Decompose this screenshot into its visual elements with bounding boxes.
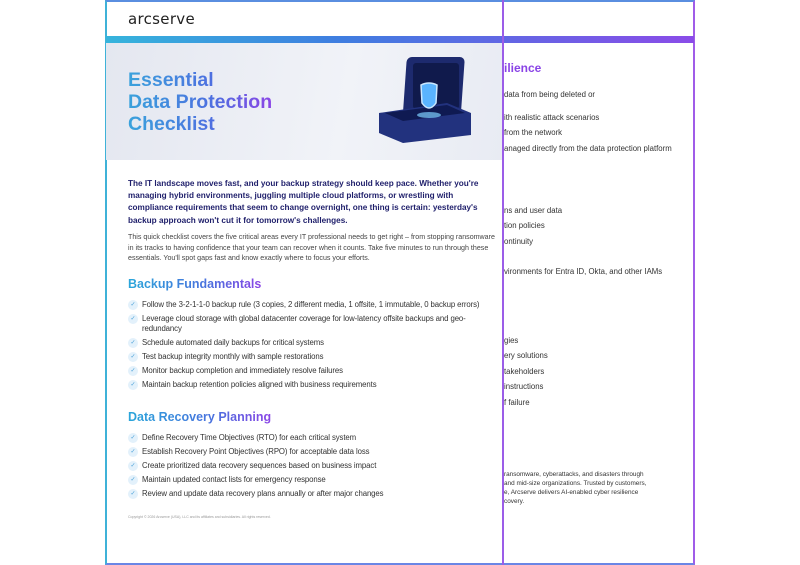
- check-icon: ✓: [128, 380, 138, 390]
- page2-line: vironments for Entra ID, Okta, and other IAMs: [504, 267, 663, 276]
- section-heading-backup: Backup Fundamentals: [128, 277, 262, 292]
- item-text: Create prioritized data recovery sequences based on business impact: [142, 460, 377, 470]
- check-icon: ✓: [128, 338, 138, 348]
- item-text: Monitor backup completion and immediately resolve failures: [142, 365, 343, 375]
- section-heading-recovery: Data Recovery Planning: [128, 409, 272, 424]
- copyright: Copyright © 2026 Arcserve (USA), LLC and its affiliates and subsidiaries. All rights reserved.: [128, 514, 271, 519]
- page2-line: anaged directly from the data protection platform: [504, 144, 672, 153]
- title-line: Checklist: [128, 113, 215, 135]
- item-text: Leverage cloud storage with global datacenter coverage for low-latency offsite backups and geo-redundancy: [142, 314, 466, 333]
- checklist-item[interactable]: [128, 433, 498, 443]
- item-text: Schedule automated daily backups for critical systems: [142, 337, 324, 347]
- check-icon: ✓: [128, 300, 138, 310]
- item-text: Maintain updated contact lists for emergency response: [142, 474, 326, 484]
- item-text: Review and update data recovery plans annually or after major changes: [142, 488, 384, 498]
- gradient-bar: [106, 36, 694, 43]
- checklist-item[interactable]: [128, 352, 498, 362]
- title-line: Essential: [128, 69, 214, 91]
- hero-banner: [106, 43, 503, 160]
- check-icon: ✓: [128, 366, 138, 376]
- page2-footer-line: e, Arcserve delivers AI-enabled cyber resilience: [504, 489, 639, 496]
- checklist-item[interactable]: [128, 447, 498, 457]
- check-icon: ✓: [128, 489, 138, 499]
- page2-footer-line: ransomware, cyberattacks, and disasters through: [504, 471, 644, 478]
- checklist-item[interactable]: [128, 475, 498, 485]
- page2-line: data from being deleted or: [504, 90, 596, 99]
- item-text: Test backup integrity monthly with sample restorations: [142, 351, 324, 361]
- check-icon: ✓: [128, 475, 138, 485]
- page2-line: takeholders: [504, 367, 545, 376]
- main-column: [128, 178, 498, 520]
- intro-paragraph: The IT landscape moves fast, and your backup strategy should keep pace. Whether you're managing hybrid environments, juggling multiple cloud platforms, or wrestling with compliance requirements that seem to change overnight, one thing is certain: yesterday's backup approach won't cut it for tomorrow's challenges.: [128, 179, 479, 225]
- checklist-item[interactable]: [128, 461, 498, 471]
- page2-footer-line: and mid-size organizations. Trusted by customers,: [504, 480, 647, 487]
- page2-line: ns and user data: [504, 206, 563, 215]
- page2-footer-line: covery.: [504, 498, 525, 505]
- page-divider: [502, 0, 504, 565]
- page2-line: ith realistic attack scenarios: [504, 113, 600, 122]
- item-text: Establish Recovery Point Objectives (RPO) for acceptable data loss: [142, 446, 370, 456]
- check-icon: ✓: [128, 461, 138, 471]
- page2-line: gies: [504, 336, 519, 345]
- checklist-item[interactable]: [128, 366, 498, 376]
- checklist-item[interactable]: [128, 314, 498, 333]
- arcserve-logo: arcserve: [128, 10, 195, 28]
- check-icon: ✓: [128, 447, 138, 457]
- item-text: Maintain backup retention policies aligned with business requirements: [142, 379, 377, 389]
- body-paragraph: This quick checklist covers the five critical areas every IT professional needs to get right – from stopping ransomware in its tracks to having confidence that your team can recover when it counts. Take five minutes to run through these essentials. You'll spot gaps fast and know exactly where to focus your efforts.: [128, 232, 495, 263]
- item-text: Define Recovery Time Objectives (RTO) for each critical system: [142, 432, 357, 442]
- page2-line: instructions: [504, 382, 544, 391]
- page-title: [128, 69, 272, 135]
- checklist-item[interactable]: [128, 300, 498, 310]
- page2-line: from the network: [504, 128, 563, 137]
- checklist-item[interactable]: [128, 380, 498, 390]
- item-text: Follow the 3-2-1-1-0 backup rule (3 copies, 2 different media, 1 offsite, 1 immutable, 0 backup errors): [142, 300, 480, 310]
- check-icon: ✓: [128, 314, 138, 324]
- shield-box-image: [377, 55, 473, 143]
- checklist-item[interactable]: [128, 489, 498, 499]
- title-line: Data Protection: [128, 91, 273, 113]
- page2-line: tion policies: [504, 221, 545, 230]
- checklist-item[interactable]: [128, 338, 498, 348]
- check-icon: ✓: [128, 433, 138, 443]
- check-icon: ✓: [128, 352, 138, 362]
- page2-line: ery solutions: [504, 351, 548, 360]
- page2-heading: ilience: [504, 61, 542, 75]
- page2-line: f failure: [504, 398, 530, 407]
- page2-line: ontinuity: [504, 237, 534, 246]
